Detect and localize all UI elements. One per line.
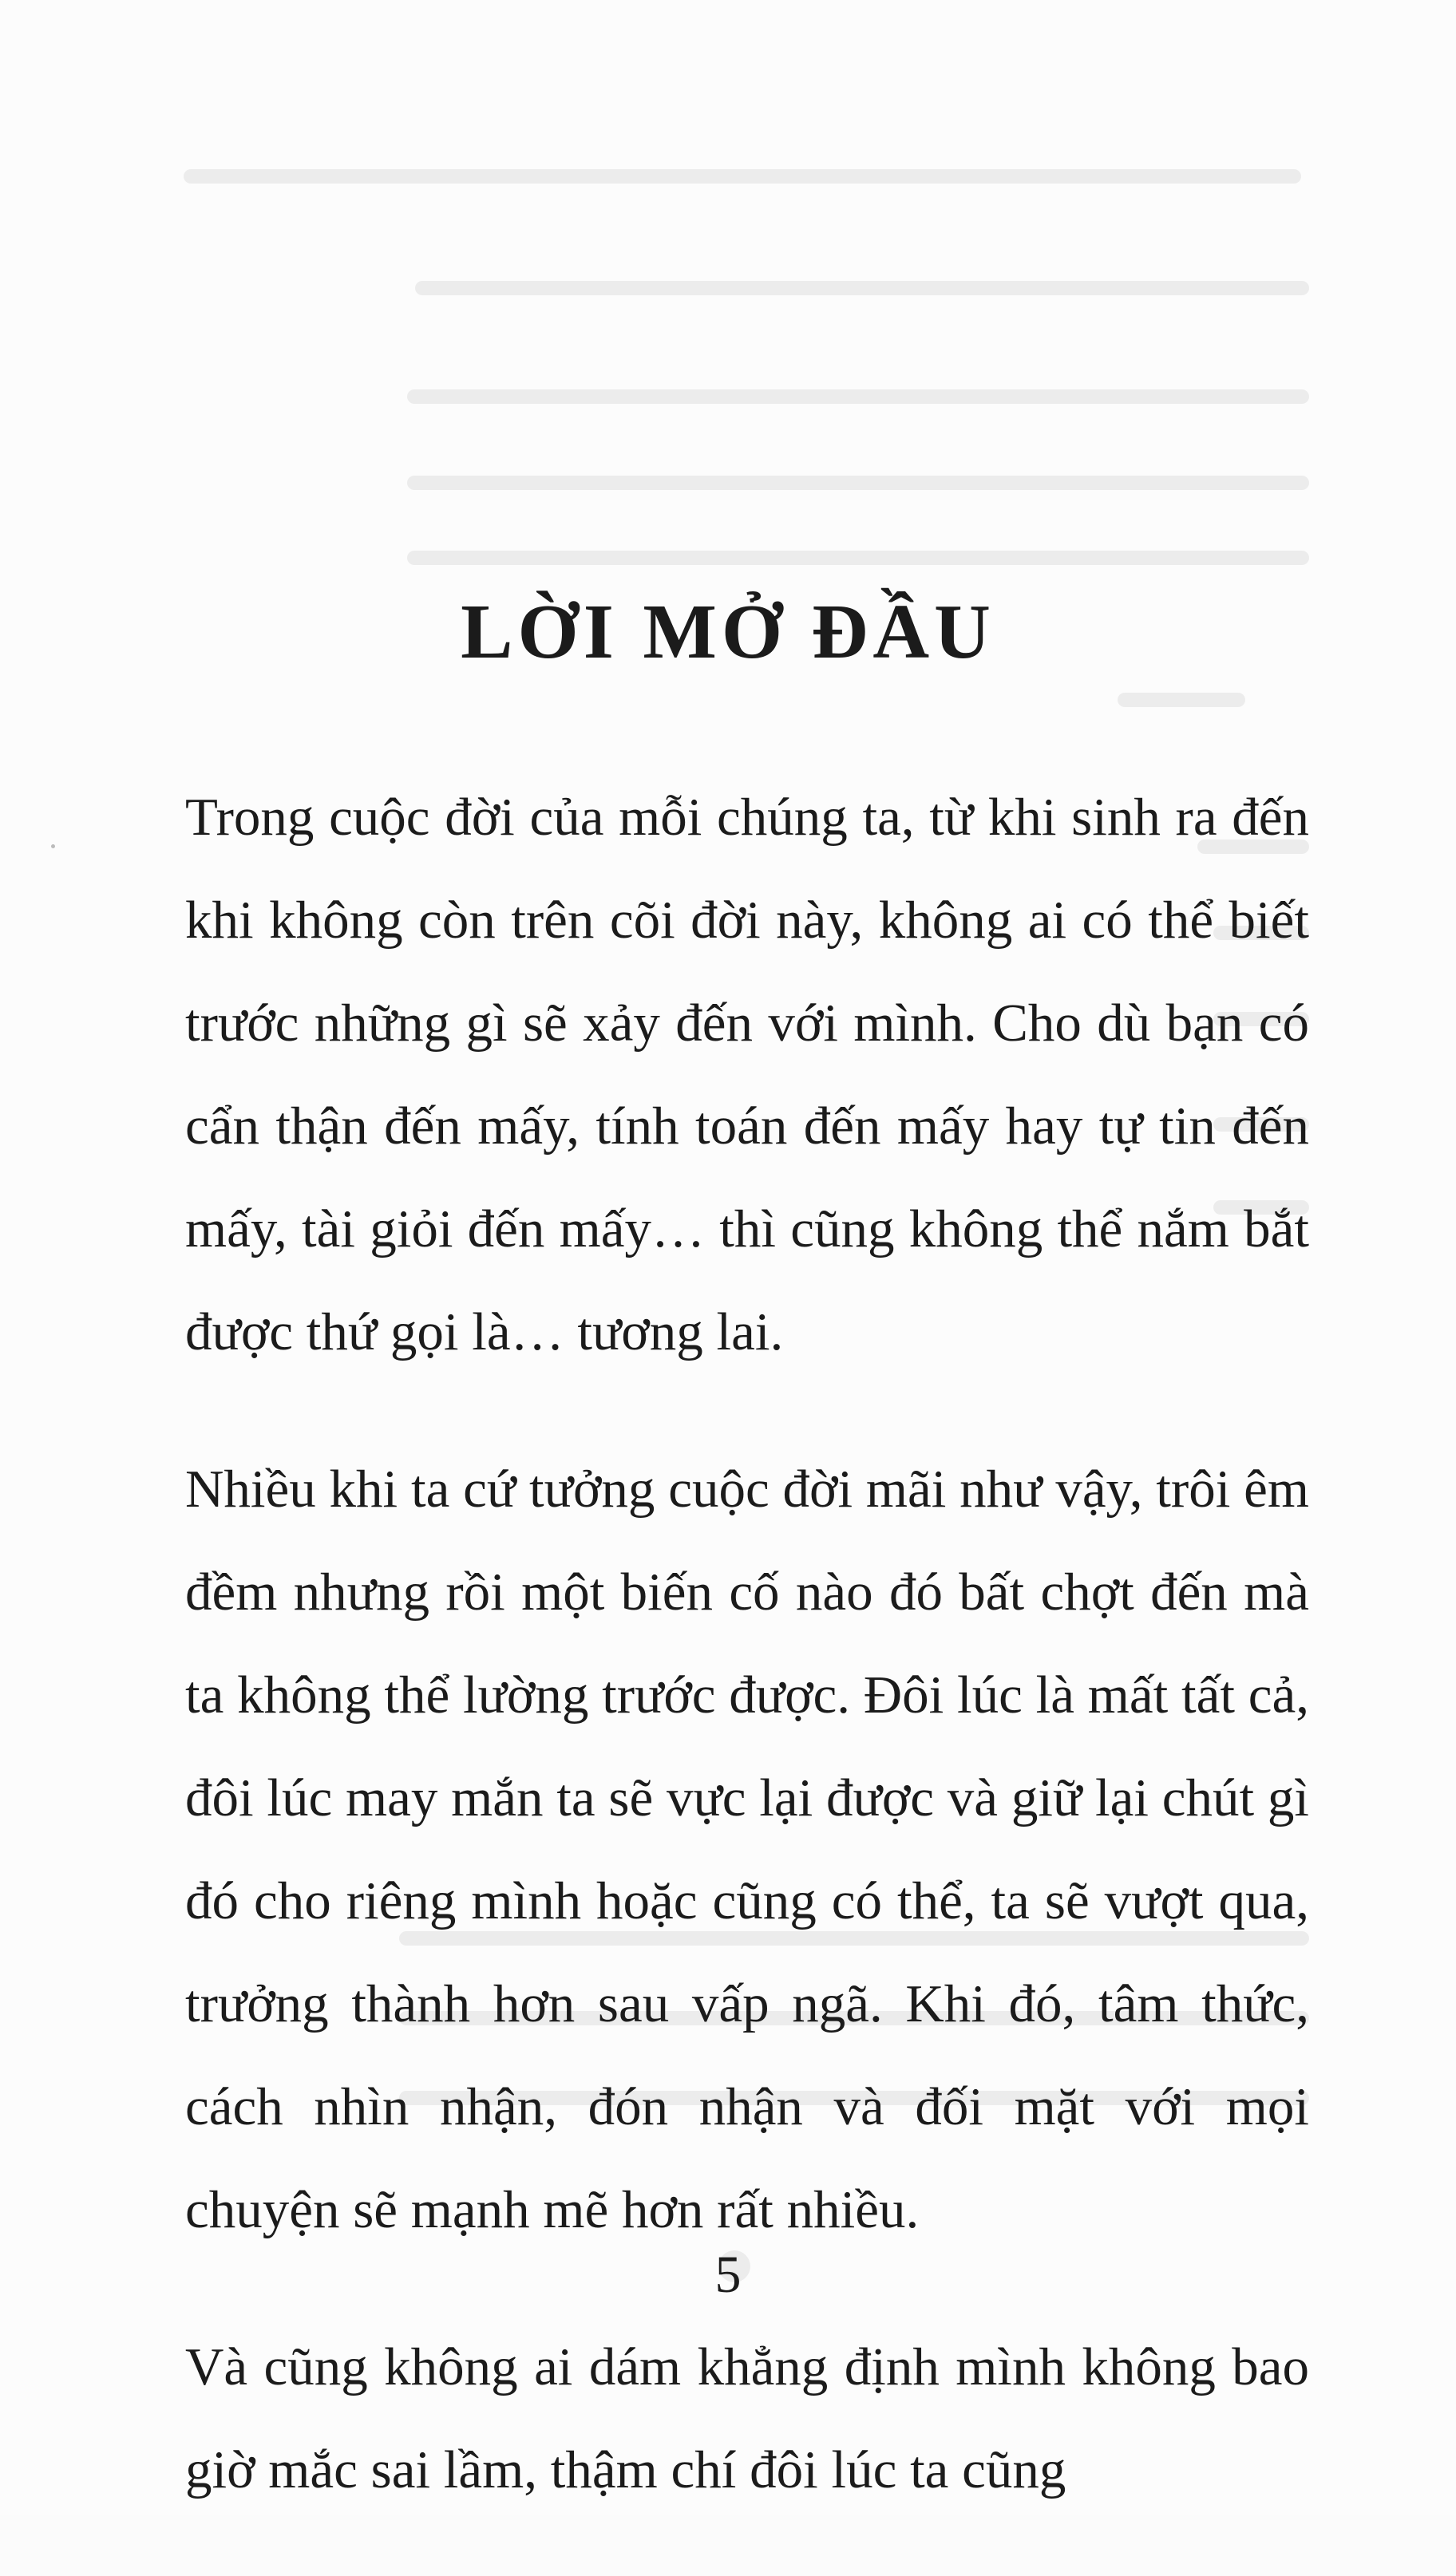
- page-number: 5: [714, 2246, 742, 2304]
- paragraph-1: Trong cuộc đời của mỗi chúng ta, từ khi sinh ra đến khi không còn trên cõi đời này, không ai có thể biết trước những gì sẽ xảy đến với mình. Cho dù bạn có cẩn thận đến mấy, tính toán đến mấy hay tự tin đến mấy, tài giỏi đến mấy… thì cũng không thể nắm bắt được thứ gọi là… tương lai.: [185, 788, 1309, 1361]
- paragraph-2: Nhiều khi ta cứ tưởng cuộc đời mãi như vậy, trôi êm đềm nhưng rồi một biến cố nào đó bất chợt đến mà ta không thể lường trước được. Đôi lúc là mất tất cả, đôi lúc may mắn ta sẽ vực lại được và giữ lại chút gì đó cho riêng mình hoặc cũng có thể, ta sẽ vượt qua, trưởng thành hơn sau vấp ngã. Khi đó, tâm thức, cách nhìn nhận, đón nhận và đối mặt với mọi chuyện sẽ mạnh mẽ hơn rất nhiều.: [185, 1460, 1309, 2239]
- paper-speck: [51, 844, 55, 848]
- paragraph-3: Và cũng không ai dám khẳng định mình không bao giờ mắc sai lầm, thậm chí đôi lúc ta cũng: [185, 2337, 1309, 2499]
- chapter-title: LỜI MỞ ĐẦU: [461, 589, 995, 675]
